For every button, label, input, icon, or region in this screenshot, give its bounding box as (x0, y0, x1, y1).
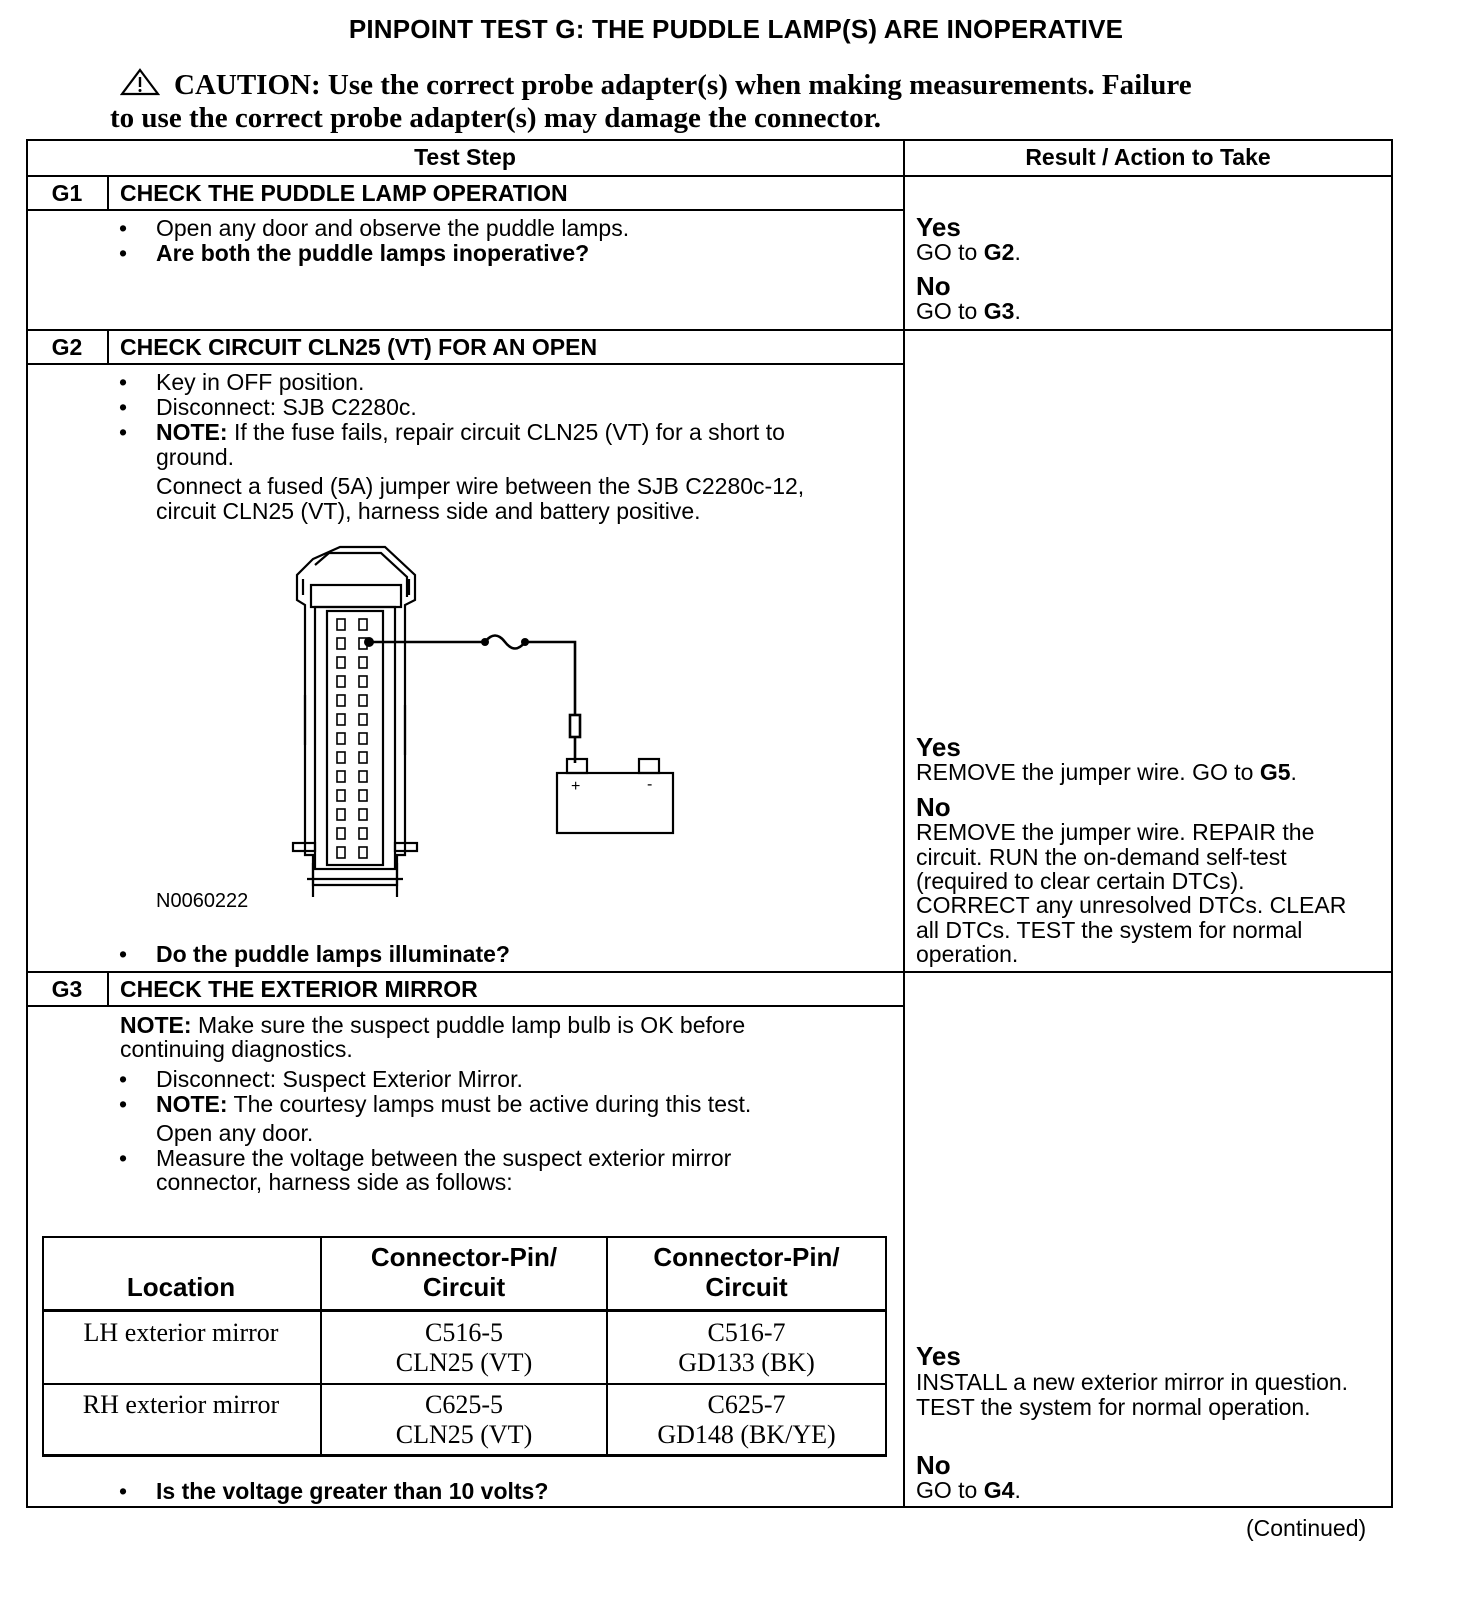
mt-row1-location: LH exterior mirror (83, 1318, 279, 1347)
g3-bullet-2-line2: Open any door. (156, 1120, 314, 1146)
pin-cavity (359, 676, 367, 687)
pin-cavity (359, 657, 367, 668)
mt-row1-cp1-b: CLN25 (VT) (395, 1348, 533, 1377)
pin-cavity (337, 809, 345, 820)
page-title: PINPOINT TEST G: THE PUDDLE LAMP(S) ARE INOPERATIVE (348, 14, 1124, 44)
pin-cavity (337, 619, 345, 630)
g3-yes-line1: INSTALL a new exterior mirror in question. (916, 1369, 1349, 1395)
pin-cavity (359, 771, 367, 782)
caution-line1: Use the correct probe adapter(s) when making measurements. Failure (327, 69, 1192, 101)
caution-line2: to use the correct probe adapter(s) may damage the connector. (110, 102, 882, 134)
column-header-test-step: Test Step (414, 144, 516, 170)
pin-cavity (359, 733, 367, 744)
pin-cavity (337, 790, 345, 801)
g2-para-line1: Connect a fused (5A) jumper wire between the SJB C2280c-12, (156, 473, 805, 499)
pin-cavity (337, 657, 345, 668)
g2-no-label: No (916, 792, 951, 822)
g1-question: Are both the puddle lamps inoperative? (156, 240, 590, 266)
g2-no-line4: CORRECT any unresolved DTCs. CLEAR (916, 892, 1347, 918)
g3-no-label: No (916, 1450, 951, 1480)
figure-id: N0060222 (156, 890, 249, 912)
mt-row1-cp2-a: C516-7 (707, 1318, 786, 1347)
g2-no-line3: (required to clear certain DTCs). (916, 868, 1245, 894)
pin-cavity (359, 790, 367, 801)
continued-label: (Continued) (1246, 1515, 1367, 1541)
g3-bullet-1: Disconnect: Suspect Exterior Mirror. (156, 1066, 523, 1092)
step-heading-g2: CHECK CIRCUIT CLN25 (VT) FOR AN OPEN (120, 334, 598, 360)
pin-cavity (337, 695, 345, 706)
g2-yes-label: Yes (916, 732, 961, 762)
mt-row2-cp2-b: GD148 (BK/YE) (657, 1420, 836, 1449)
bullet-icon: • (119, 1478, 128, 1504)
link-g4[interactable]: G4 (983, 1477, 1015, 1503)
g3-bullet-3-line1: Measure the voltage between the suspect exterior mirror (156, 1145, 732, 1171)
battery-minus-terminal: - (647, 776, 653, 793)
g2-para-line2: circuit CLN25 (VT), harness side and battery positive. (156, 498, 701, 524)
g2-bullet-2: Disconnect: SJB C2280c. (156, 394, 417, 420)
g2-bullet-1: Key in OFF position. (156, 369, 365, 395)
g2-no-line5: all DTCs. TEST the system for normal (916, 917, 1303, 943)
link-g5[interactable]: G5 (1259, 759, 1291, 785)
pin-cavity (359, 714, 367, 725)
pin-cavity (337, 828, 345, 839)
pin-cavity (359, 619, 367, 630)
g1-bullet-1: Open any door and observe the puddle lamps. (156, 215, 630, 241)
g3-bullet-3-line2: connector, harness side as follows: (156, 1169, 513, 1195)
link-g2[interactable]: G2 (983, 239, 1015, 265)
pin-cavity (337, 733, 345, 744)
bullet-icon: • (119, 240, 128, 266)
mt-row1-cp1-a: C516-5 (425, 1318, 503, 1347)
g2-bullet-3: NOTE: If the fuse fails, repair circuit CLN25 (VT) for a short to (156, 419, 785, 445)
g2-question: Do the puddle lamps illuminate? (156, 941, 510, 967)
bullet-icon: • (119, 1066, 128, 1092)
connector-jumper-diagram (285, 545, 685, 905)
mt-header-cp2-line1: Connector-Pin/ (653, 1242, 840, 1272)
bullet-icon: • (119, 941, 128, 967)
mt-header-cp1-line1: Connector-Pin/ (370, 1242, 558, 1272)
mt-row2-cp2-a: C625-7 (707, 1390, 786, 1419)
g2-yes-action: REMOVE the jumper wire. GO to G5. (916, 759, 1297, 785)
g3-note-line2: continuing diagnostics. (120, 1036, 353, 1062)
mt-row2-cp1-a: C625-5 (425, 1390, 503, 1419)
g3-yes-line2: TEST the system for normal operation. (916, 1394, 1311, 1420)
g2-no-line1: REMOVE the jumper wire. REPAIR the (916, 819, 1315, 845)
mt-row2-cp1-b: CLN25 (VT) (395, 1420, 533, 1449)
battery-plus-terminal: + (571, 778, 581, 795)
step-heading-g1: CHECK THE PUDDLE LAMP OPERATION (120, 180, 568, 206)
bullet-icon: • (119, 215, 128, 241)
pin-cavity (337, 847, 345, 858)
mt-row2-location: RH exterior mirror (82, 1390, 280, 1419)
bullet-icon: • (119, 369, 128, 395)
caution-label: CAUTION: (174, 69, 321, 101)
mt-row1-cp2-b: GD133 (BK) (678, 1348, 815, 1377)
g3-yes-label: Yes (916, 1341, 961, 1371)
g3-question: Is the voltage greater than 10 volts? (156, 1478, 549, 1504)
step-id-g3: G3 (51, 976, 83, 1002)
mt-header-location: Location (126, 1272, 236, 1302)
g3-no-action: GO to G4. (916, 1477, 1021, 1503)
g1-no-label: No (916, 271, 951, 301)
caution-note (110, 70, 1340, 134)
pin-cavity (337, 676, 345, 687)
pin-cavity (359, 847, 367, 858)
g2-no-line2: circuit. RUN the on-demand self-test (916, 844, 1287, 870)
column-header-result: Result / Action to Take (1025, 144, 1271, 170)
pin-cavity (359, 809, 367, 820)
step-id-g1: G1 (51, 180, 83, 206)
g3-note-line1: NOTE: Make sure the suspect puddle lamp bulb is OK before (120, 1012, 746, 1038)
bullet-icon: • (119, 1145, 128, 1171)
pin-cavity (337, 714, 345, 725)
g2-no-line6: operation. (916, 941, 1019, 967)
g1-yes-action: GO to G2. (916, 239, 1021, 265)
pin-cavity (337, 771, 345, 782)
bullet-icon: • (119, 394, 128, 420)
pin-cavity (359, 828, 367, 839)
mt-header-cp2-line2: Circuit (705, 1272, 788, 1302)
pin-cavity (337, 752, 345, 763)
g2-bullet-3-line2: ground. (156, 444, 235, 470)
step-heading-g3: CHECK THE EXTERIOR MIRROR (120, 976, 478, 1002)
bullet-icon: • (119, 1091, 128, 1117)
step-id-g2: G2 (51, 334, 83, 360)
mt-header-cp1-line2: Circuit (422, 1272, 506, 1302)
g3-bullet-2: NOTE: The courtesy lamps must be active during this test. (156, 1091, 752, 1117)
pin-cavity (359, 695, 367, 706)
pin-cavity (359, 752, 367, 763)
link-g3[interactable]: G3 (983, 298, 1015, 324)
bullet-icon: • (119, 419, 128, 445)
pin-cavity (337, 638, 345, 649)
warning-triangle-icon (120, 68, 160, 103)
g1-yes-label: Yes (916, 212, 961, 242)
g1-no-action: GO to G3. (916, 298, 1021, 324)
